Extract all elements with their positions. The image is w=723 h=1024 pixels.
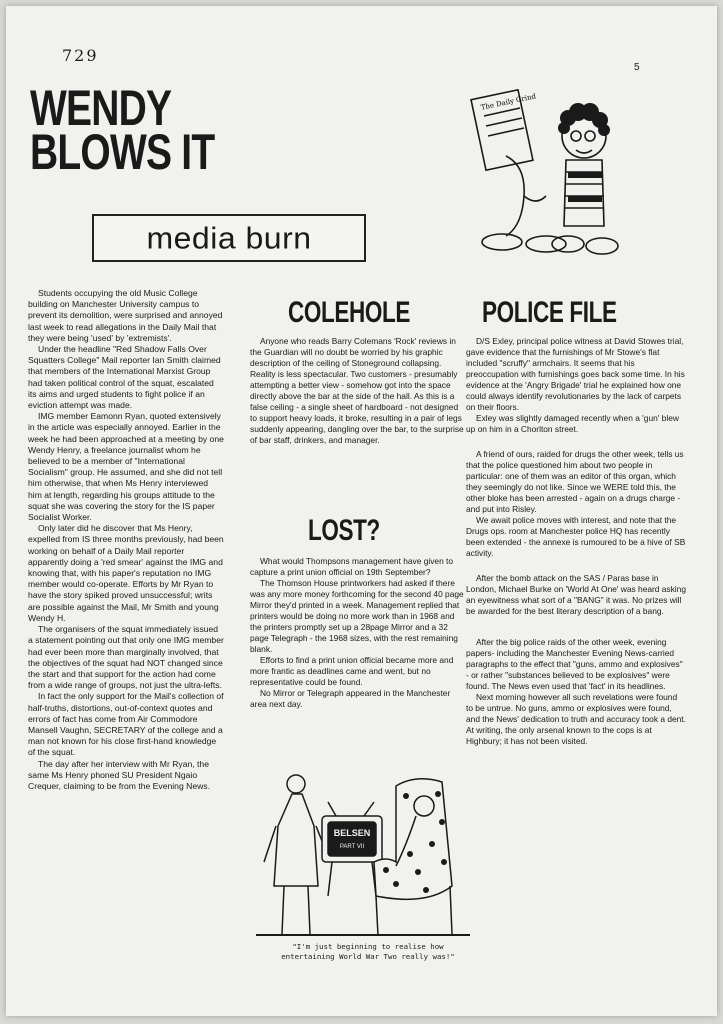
police-file-heading: POLICE FILE [482,296,617,329]
tv-title: BELSEN [333,828,371,838]
article-paragraph: Next morning however all such revelations were found to be untrue. No guns, ammo or explosives were found, and the News' dedication to truth and accuracy took a dent. At writing, the only arsenal known to the cops is at Highbury; it has not been visited. [466,692,686,746]
article-paragraph: D/S Exley, principal police witness at David Stowes trial, gave evidence that the furnishings of Mr Stowe's flat included "scruffy" armchairs. It seems that his preoccupation with furnishings goes back some time. In his evidence at the 'Angry Brigade' trial he explained how one could always identify revolutionaries by the lack of carpets on their floors. [466,336,685,412]
media-burn-banner [92,214,366,262]
cartoon-illustration-bottom [256,766,470,944]
article-paragraph: The day after her interview with Mr Ryan, the same Ms Henry phoned SU President Ngaio Crequer, claiming to be from the Evening News. [28,758,210,791]
article-paragraph: Only later did he discover that Ms Henry, expelled from IS three months previously, had been working on behalf of a Daily Mail reporter apparently doing a 'red smear' against the IMG and knowing that, with his paper's reputation no IMG member would co-operate. Efforts by Mr Ryan to have the story spiked proved unsuccessful; writs are possible against the Mail, Mr Smith and young Wendy H. [28,523,224,623]
colehole-heading: COLEHOLE [288,296,411,329]
article-wendy-column [28,288,224,792]
cartoon-caption: "I'm just beginning to realise how entertaining World War Two really was!" [281,942,455,961]
article-paragraph: After the bomb attack on the SAS / Paras base in London, Michael Burke on 'World At One' was heard asking an eyewitness what sort of a "BANG" it was. No prizes will be awarded for the best literary description of a bang. [466,573,686,616]
article-paragraph: Anyone who reads Barry Colemans 'Rock' reviews in the Guardian will no doubt be worried by his graphic description of the ceiling of Stoneground collapsing. Reality is less spectacular. Two customers - presumably attempting a better view - somehow got into the space directly above the bar at the side of the hall. As this is a false ceiling - a single sheet of hardboard - not designed to support heavy loads, it broke, resulting in a pair of legs suddenly appearing, dangling over the bar, to the surprise of bar staff, drinkers, and manager. [250,336,464,445]
article-lost [250,556,464,710]
cartoon-newspaper-label: The Daily Grind [480,92,537,112]
media-burn-label: media burn [146,220,312,255]
headline-line-2: BLOWS IT [30,124,215,180]
article-paragraph: Exley was slightly damaged recently when a 'gun' blew up on him in a Chorlton street. [466,413,679,434]
article-paragraph: In fact the only support for the Mail's collection of half-truths, distortions, out-of-context quotes and errors of fact has come from Air Commodore Mansell Vaughn, SECRETARY of the college and a man not known for his close first-hand knowledge of the squat. [28,691,224,758]
article-paragraph: Under the headline "Red Shadow Falls Over Squatters College" Mail reporter Ian Smith claimed that members of the International Marxist Group had taken political control of the squat, escalated its aims and urged students to fight police if an eviction attempt was made. [28,344,221,411]
article-paragraph: Efforts to find a print union official became more and more frantic as deadlines came and went, but no representative could be found. [250,655,454,687]
newsletter-page [6,6,717,1016]
article-police-file [466,336,686,747]
article-paragraph: Students occupying the old Music College building on Manchester University campus to prevent its demolition, were surprised and annoyed last week to read allegations in the Daily Mail that they were being 'used' by 'extremists'. [28,288,223,343]
article-paragraph: What would Thompsons management have given to capture a print union official on 19th September? [250,556,454,577]
lost-heading: LOST? [308,514,380,547]
article-paragraph: IMG member Eamonn Ryan, quoted extensively in the article was especially annoyed. Earlier in the week he had been approached at a meeting by one Wendy Henry, a freelance journalist whom he believed to be a member of "International Socialism" group. He assumed, and she did not tell him otherwise, that when Ms Henry interviewed him at length, regarding his groups attitude to the squat she was covering the story for the IS paper Socialist Worker. [28,411,224,523]
corner-mark: 5 [634,62,640,73]
cartoon-illustration-top [436,76,656,266]
article-paragraph: The Thomson House printworkers had asked if there was any more money forthcoming for the second 40 page Mirror they'd printed in a week. Management replied that printers would be doing no more work than in 1968 and the printers promptly set up a 28page Mirror and a 32 page Telegraph - the 1968 sizes, with the rest remaining blank. [250,578,464,654]
article-paragraph: No Mirror or Telegraph appeared in the Manchester area next day. [250,688,451,709]
tv-subtitle: PART VII [339,844,365,850]
article-paragraph: We await police moves with interest, and note that the Drugs ops. room at Manchester police HQ has recently been extended - the annexe is rumoured to be a hive of SB activity. [466,515,686,558]
headline-line-1: WENDY [30,80,172,136]
page-number: 729 [62,46,99,65]
main-headline [30,80,215,180]
article-paragraph: The organisers of the squat immediately issued a statement pointing out that only one IMG member had ever been more than marginally involved, that the objectives of the squat had NOT changed since the start and that support for the action had come from a wide range of groups, not just the ultra-lefts. [28,624,224,691]
article-colehole [250,336,464,446]
article-paragraph: After the big police raids of the other week, evening papers- including the Manchester Evening News-carried paragraphs to the effect that "guns, ammo and explosives" - or rather "substances believed to be explosives" were found. The News even used that 'fact' in its headlines. [466,637,683,691]
article-paragraph: A friend of ours, raided for drugs the other week, tells us that the police questioned him about two people in particular: one of them was an editor of this organ, which they seemingly do not like. Since we WERE told this, the other bloke has been arrested - again on a drugs charge - and put into Risley. [466,449,684,514]
